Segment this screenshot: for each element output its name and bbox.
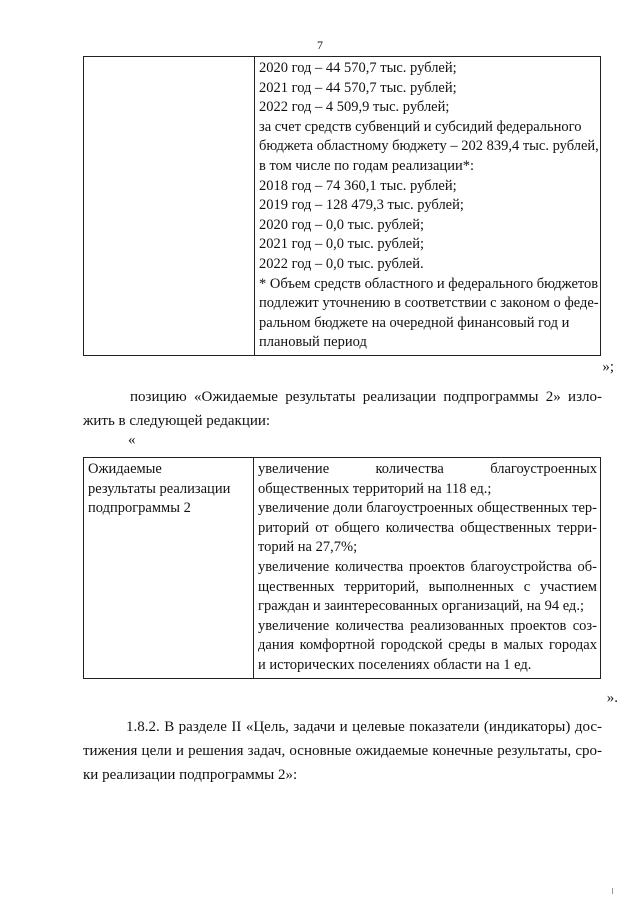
funding-line: бюджета областному бюджету – 202 839,4 тыс. рублей,	[259, 138, 599, 155]
funding-line: подлежит уточнению в соответствии с законом о феде-	[259, 295, 599, 312]
funding-table	[83, 56, 601, 356]
result-line: увеличение доли благоустроенных общественных тер-	[258, 500, 597, 517]
closing-quote-2: ».	[606, 690, 618, 706]
result-line: и исторических поселениях области на 1 ед.	[258, 656, 532, 673]
funding-line: за счет средств субвенций и субсидий федерального	[259, 118, 582, 135]
funding-line: 2020 год – 0,0 тыс. рублей;	[259, 216, 425, 233]
result-line: граждан и заинтересованных организаций, на 94 ед.;	[258, 598, 584, 615]
funding-line: 2019 год – 128 479,3 тыс. рублей;	[259, 197, 464, 214]
funding-line: 2020 год – 44 570,7 тыс. рублей;	[259, 60, 457, 76]
opening-quote: «	[128, 432, 136, 448]
paragraph-2-line-3: ки реализации подпрограммы 2»:	[83, 767, 298, 783]
result-line: дания комфортной городской среды в малых городах	[258, 637, 597, 654]
funding-line: плановый период	[259, 334, 367, 351]
paragraph-1-line-1: позицию «Ожидаемые результаты реализации подпрограммы 2» изло-	[130, 389, 602, 405]
funding-line: * Объем средств областного и федерального бюджетов	[259, 275, 599, 292]
label-line: результаты реализации	[88, 480, 231, 497]
funding-line: ральном бюджете на очередной финансовый год и	[259, 314, 570, 331]
page-number: 7	[317, 38, 323, 52]
expected-results-label-cell	[84, 458, 254, 679]
funding-table-right-cell	[255, 57, 601, 356]
result-line: торий на 27,7%;	[258, 539, 358, 556]
paragraph-2-line-2: тижения цели и решения задач, основные ожидаемые конечные результаты, сро-	[83, 743, 602, 759]
label-line: Ожидаемые	[88, 461, 162, 477]
paragraph-2-line-1: 1.8.2. В разделе II «Цель, задачи и целевые показатели (индикаторы) дос-	[126, 719, 602, 735]
funding-line: 2022 год – 4 509,9 тыс. рублей;	[259, 99, 450, 116]
funding-line: 2021 год – 0,0 тыс. рублей;	[259, 236, 425, 253]
result-line: увеличение количества проектов благоустройства об-	[258, 558, 597, 575]
funding-line: в том числе по годам реализации*:	[259, 157, 474, 174]
margin-mark	[612, 888, 613, 894]
result-line: риторий от общего количества общественных терри-	[258, 519, 597, 536]
result-line: увеличение количества благоустроенных общественных территорий на 118 ед.;	[258, 461, 597, 497]
result-line: щественных территорий, выполненных с участием	[258, 578, 597, 595]
funding-line: 2018 год – 74 360,1 тыс. рублей;	[259, 177, 457, 194]
label-line: подпрограммы 2	[88, 500, 191, 517]
funding-line: 2022 год – 0,0 тыс. рублей.	[259, 255, 424, 272]
funding-line: 2021 год – 44 570,7 тыс. рублей;	[259, 79, 457, 96]
expected-results-table	[83, 457, 601, 679]
expected-results-text-cell	[254, 458, 601, 679]
funding-table-left-cell	[84, 57, 255, 356]
closing-quote-1: »;	[602, 359, 614, 375]
result-line: увеличение количества реализованных проектов соз-	[258, 617, 597, 634]
paragraph-1-line-2: жить в следующей редакции:	[83, 413, 271, 429]
